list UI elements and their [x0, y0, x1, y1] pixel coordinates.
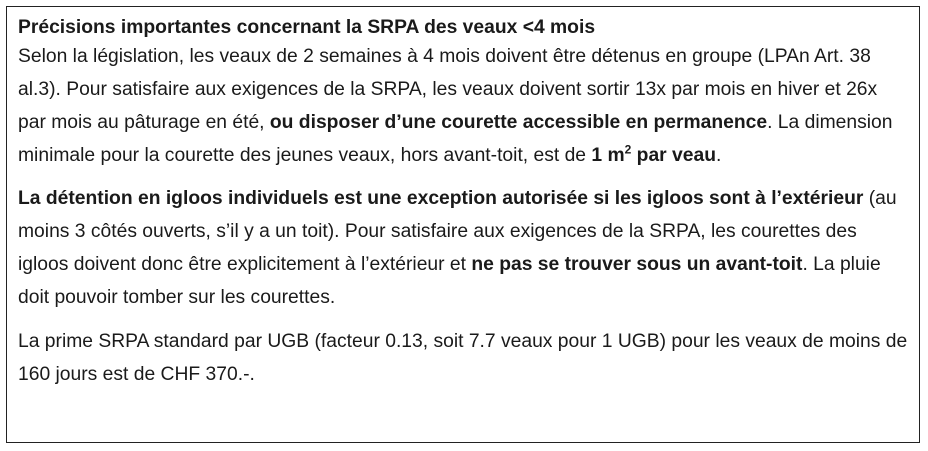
paragraph-2-bold-2: ne pas se trouver sous un avant-toit [471, 254, 803, 275]
paragraph-3-text-1: La prime SRPA standard par UGB (facteur 0.13, soit 7.7 veaux pour 1 UGB) pour les veaux de moins de 160 jours est de CHF 370.-. [18, 331, 908, 385]
paragraph-1-bold-2: 1 m [591, 145, 625, 166]
paragraph-1-text-2: . La dimension minimale pour la courette des jeunes veaux, hors avant-toit, est de [18, 112, 893, 166]
paragraph-1-text-3: . [716, 145, 722, 166]
box-title: Précisions importantes concernant la SRPA des veaux <4 mois [18, 17, 596, 38]
paragraph-2-bold-1: La détention en igloos individuels est une exception autorisée si les igloos sont à l’extérieur [18, 188, 864, 209]
paragraph-2-text-2: . La pluie doit pouvoir tomber sur les courettes. [18, 254, 881, 308]
paragraph-2-text-1: (au moins 3 côtés ouverts, s’il y a un toit). Pour satisfaire aux exigences de la SRPA, les courettes des igloos doivent donc être explicitement à l’extérieur et [18, 188, 897, 275]
square-superscript: 2 [624, 142, 632, 157]
paragraph-1-text-1: Selon la législation, les veaux de 2 semaines à 4 mois doivent être détenus en groupe (LPAn Art. 38 al.3). Pour satisfaire aux exigences de la SRPA, les veaux doivent sortir 13x par mois en hiver et 26x par mois au pâturage en été, [18, 46, 878, 133]
paragraph-premium [18, 325, 909, 391]
paragraph-igloos [18, 182, 909, 314]
info-box [6, 6, 920, 443]
paragraph-outdoor-access [18, 40, 909, 172]
paragraph-1-bold-1: ou disposer d’une courette accessible en permanence [269, 112, 768, 133]
paragraph-1-bold-3: par veau [631, 145, 716, 166]
